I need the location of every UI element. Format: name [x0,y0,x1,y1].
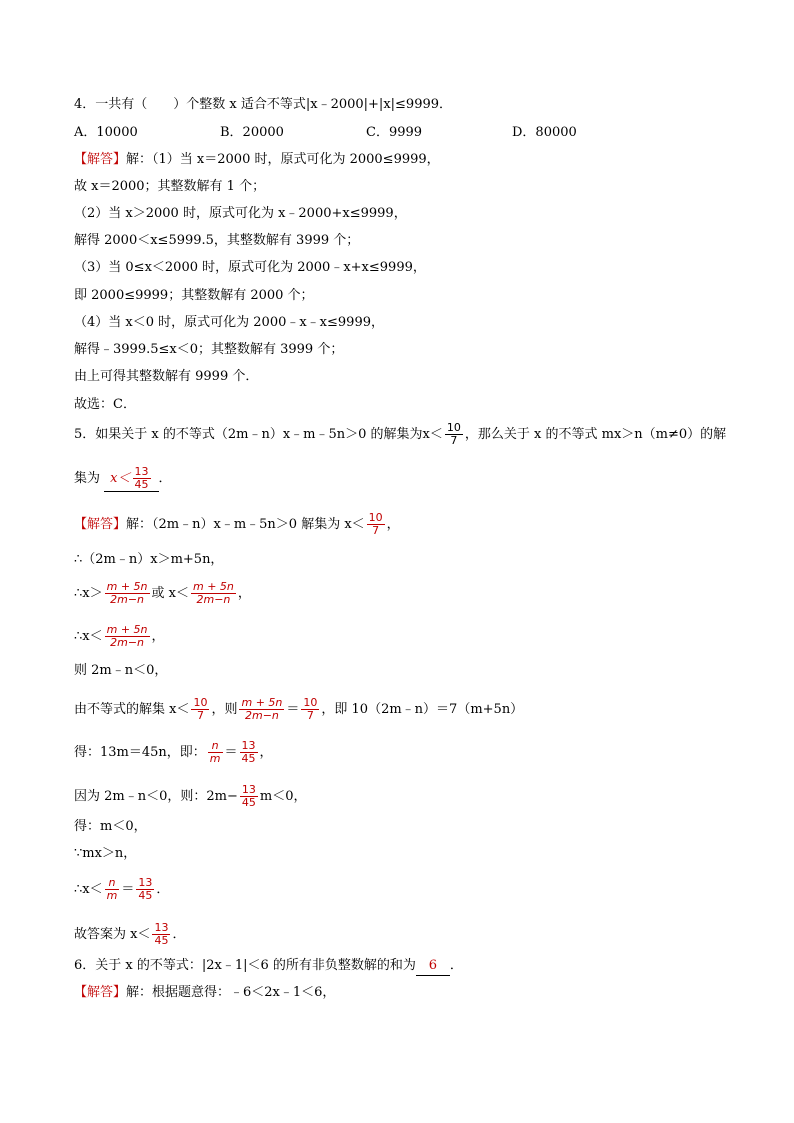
q4-solution-line-10: 故选：C． [74,397,136,412]
q4-solution-line-9: 由上可得其整数解有 9999 个． [74,369,259,384]
q4-solution-line-2: 故 x＝2000；其整数解有 1 个； [74,179,266,194]
fraction: $\frac{m + 5n}{2m-n}$ [241,696,283,722]
q5-solution-line-12: 故答案为 x＜ $\frac{13}{45}$ ． [74,921,186,947]
fraction: $\frac{m + 5n}{2m-n}$ [106,580,148,606]
q5-solution-line-4: ∴x＜ $\frac{m + 5n}{2m-n}$ ， [74,623,165,649]
q4-solution-line-1: 【解答】解：（1）当 x＝2000 时，原式可化为 2000≤9999， [74,152,440,167]
q5-stem-line-2: 集为 x＜ $\frac{13}{45}$ ． [74,465,172,491]
fraction: $\frac{13}{45}$ [154,921,169,947]
fraction: $\frac{13}{45}$ [134,465,149,491]
q4-stem: 4．一共有（ ）个整数 x 适合不等式|x﹣2000|+|x|≤9999． [74,97,453,112]
q5-solution-line-1: 【解答】解：（2m﹣n）x﹣m﹣5n＞0 解集为 x＜ $\frac{10}{7}$ ， [74,511,400,537]
q4-solution-line-6: 即 2000≤9999；其整数解有 2000 个； [74,288,314,303]
q4-options [74,124,658,142]
q4-solution-line-8: 解得﹣3999.5≤x＜0；其整数解有 3999 个； [74,342,344,357]
q4-option-c: C．9999 [366,125,423,140]
q5-solution-line-9: 得：m＜0， [74,819,147,834]
q4-solution-line-7: （4）当 x＜0 时，原式可化为 2000﹣x﹣x≤9999， [74,315,384,330]
q4-solution-line-4: 解得 2000＜x≤5999.5，其整数解有 3999 个； [74,233,360,248]
q5-solution-line-10: ∵mx＞n， [74,846,137,861]
fraction: $\frac{n}{m}$ [106,876,118,902]
fraction: $\frac{m + 5n}{2m-n}$ [192,580,234,606]
q5-solution-line-7: 得：13m＝45n，即： $\frac{n}{m}$ ＝ $\frac{13}{45}$ ， [74,739,273,765]
fraction: $\frac{m + 5n}{2m-n}$ [106,623,148,649]
q4-solution-line-3: （2）当 x＞2000 时，原式可化为 x﹣2000+x≤9999， [74,206,407,221]
q5-solution-line-6: 由不等式的解集 x＜ $\frac{10}{7}$ ，则 $\frac{m + 5n}{2m-n}$ ＝ $\frac{10}{7}$ ，即 10（2m﹣n）＝7（m+5n） [74,696,524,722]
q4-option-d: D．80000 [512,125,577,140]
q5-stem-line-1: 5．如果关于 x 的不等式（2m﹣n）x﹣m﹣5n＞0 的解集为x＜ $\frac{10}{7}$ ，那么关于 x 的不等式 mx＞n（m≠0）的解 [74,421,727,447]
q4-solution-line-5: （3）当 0≤x＜2000 时，原式可化为 2000﹣x+x≤9999， [74,260,426,275]
q4-option-b: B．20000 [220,125,284,140]
fraction: $\frac{10}{7}$ [368,511,383,537]
q5-solution-line-3: ∴x＞ $\frac{m + 5n}{2m-n}$ 或 x＜ $\frac{m + 5n}{2m-n}$ ， [74,580,251,606]
fraction: $\frac{13}{45}$ [241,783,256,809]
q5-solution-line-11: ∴x＜ $\frac{n}{m}$ ＝ $\frac{13}{45}$ ． [74,876,170,902]
q4-option-a: A．10000 [74,125,138,140]
q5-solution-line-5: 则 2m﹣n＜0， [74,663,168,678]
fraction: $\frac{10}{7}$ [446,421,461,447]
fraction: $\frac{n}{m}$ [209,739,221,765]
answer-tag: 【解答】 [74,152,127,167]
q6-answer-blank: 6 [416,957,450,976]
q5-answer-blank: x＜ $\frac{13}{45}$ [104,466,158,492]
answer-tag: 【解答】 [74,985,127,1000]
fraction: $\frac{10}{7}$ [193,696,208,722]
fraction: $\frac{10}{7}$ [303,696,318,722]
fraction: $\frac{13}{45}$ [138,876,153,902]
fraction: $\frac{13}{45}$ [241,739,256,765]
q5-solution-line-2: ∴（2m﹣n）x＞m+5n， [74,552,224,567]
q6-solution-line-1: 【解答】解：根据题意得：﹣6＜2x﹣1＜6， [74,985,336,1000]
q6-stem: 6．关于 x 的不等式：|2x﹣1|＜6 的所有非负整数解的和为 6 ． [74,957,463,976]
answer-tag: 【解答】 [74,517,127,532]
q5-solution-line-8: 因为 2m﹣n＜0，则：2m− $\frac{13}{45}$ m＜0， [74,783,307,809]
